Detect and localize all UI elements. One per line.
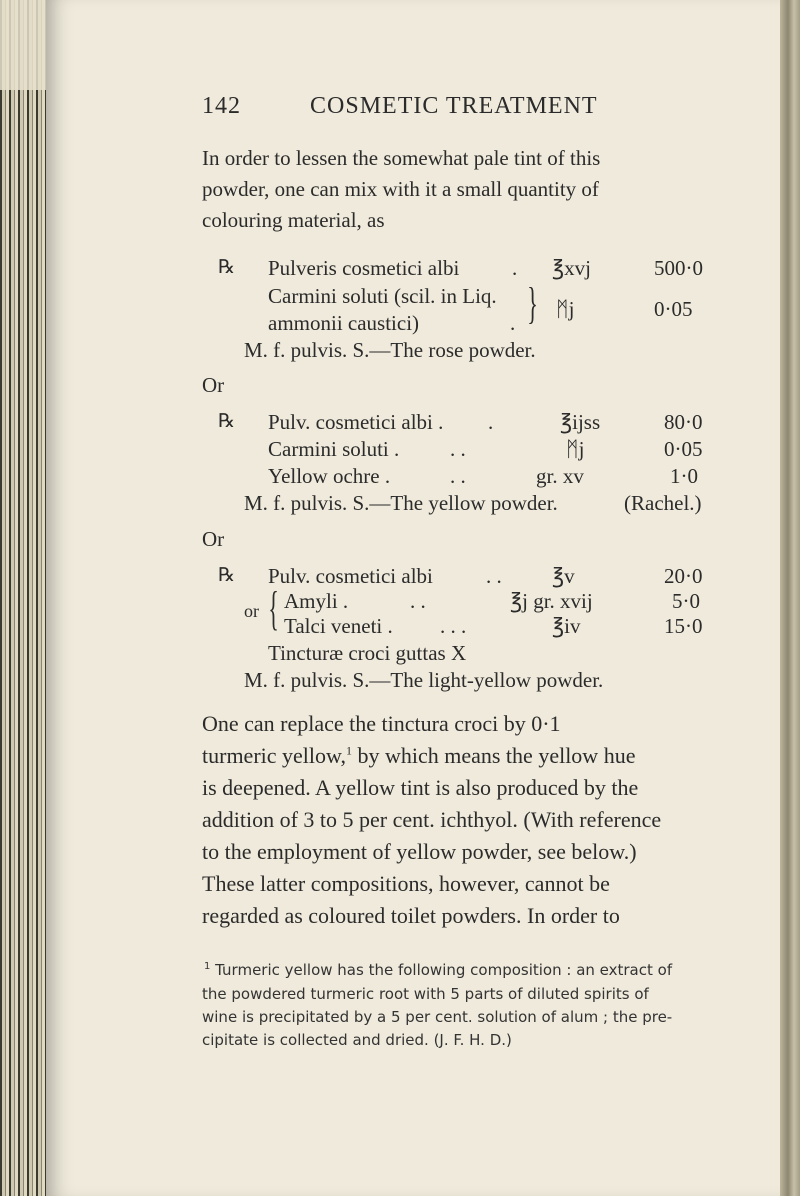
recipe2-dose-1: ℥ijss [560,410,601,434]
recipe2-direction: M. f. pulvis. S.—The yellow powder. [244,491,558,515]
recipe1-direction: M. f. pulvis. S.—The rose powder. [244,338,536,362]
recipe3-ingredient-1: Pulv. cosmetici albi [268,564,433,588]
brace-left: { [268,582,279,635]
running-title: COSMETIC TREATMENT [310,93,598,119]
recipe2-ingredient-1: Pulv. cosmetici albi . [268,410,444,434]
paragraph-line-2-end: by which means the yellow hue [357,743,636,768]
recipe3-dots-1: . . [486,564,502,588]
footnote-text-1: Turmeric yellow has the following composition : an extract of [215,961,673,979]
footnote-marker: 1 [204,961,211,972]
intro-line-2: powder, one can mix with it a small quantity of [202,177,599,201]
recipe-symbol: ℞ [218,410,236,432]
recipe3-tincture: Tincturæ croci guttas X [268,641,467,665]
recipe1-ingredient-1: Pulveris cosmetici albi [268,256,460,280]
recipe3-dots-talci: . . . [440,614,467,638]
recipe3-dose-1: ℥v [552,564,575,588]
recipe1-metric-1: 500·0 [654,256,703,280]
paragraph-line-2a [202,743,635,769]
recipe3-metric-talci: 15·0 [664,614,703,638]
page-number: 142 [202,93,241,119]
recipe2-dose-2: ᛗj [566,437,585,461]
recipe2-credit: (Rachel.) [624,491,702,515]
recipe3-dose-amyli: ℥j gr. xvij [510,589,593,613]
page-edge [780,0,800,1196]
footnote-line-3: wine is precipitated by a 5 per cent. solution of alum ; the pre- [202,1008,673,1026]
brace-right: } [527,279,538,328]
recipe2-ingredient-3: Yellow ochre . [268,464,391,488]
or-separator-2: Or [202,527,225,551]
paragraph-line-2-start: turmeric yellow, [202,743,346,768]
recipe3-ingredient-amyli: Amyli . [284,589,349,613]
paragraph-line-5: to the employment of yellow powder, see below.) [202,839,637,864]
recipe3-ingredient-talci: Talci veneti . [284,614,393,638]
recipe2-ingredient-2: Carmini soluti . [268,437,400,461]
recipe2-metric-2: 0·05 [664,437,703,461]
footnote-ref: 1 [345,743,352,758]
or-label: or [244,601,259,621]
recipe3-dose-talci: ℥iv [552,614,581,638]
recipe1-metric-2: 0·05 [654,297,693,321]
book-spine-edge [0,0,46,1196]
recipe2-metric-3: 1·0 [670,464,698,488]
recipe3-metric-1: 20·0 [664,564,703,588]
intro-line-3: colouring material, as [202,208,385,232]
recipe3-direction: M. f. pulvis. S.—The light-yellow powder. [244,668,604,692]
recipe1-dots-1: . [512,256,518,280]
recipe1-dose-2: ᛗj [556,297,575,321]
recipe-symbol: ℞ [218,564,236,586]
footnote-line-4: cipitate is collected and dried. (J. F. H. D.) [202,1031,512,1049]
recipe2-dose-3: gr. xv [536,464,584,488]
recipe2-dots-3: . . [450,464,466,488]
recipe1-ingredient-2b: ammonii caustici) [268,311,420,335]
paragraph-line-3: is deepened. A yellow tint is also produced by the [202,775,639,800]
or-separator-1: Or [202,373,225,397]
recipe1-ingredient-2a: Carmini soluti (scil. in Liq. [268,284,497,308]
recipe2-dots-1: . [488,410,494,434]
paragraph-line-6: These latter compositions, however, cannot be [202,871,610,896]
paragraph-line-4: addition of 3 to 5 per cent. ichthyol. (With reference [202,807,662,832]
paragraph-line-1: One can replace the tinctura croci by 0·1 [202,711,561,736]
book-spine-highlight [0,0,46,90]
footnote-line-1 [204,961,672,979]
paragraph-line-7: regarded as coloured toilet powders. In order to [202,903,620,928]
recipe1-dots-2: . [510,311,516,335]
recipe-symbol: ℞ [218,256,236,278]
recipe3-metric-amyli: 5·0 [672,589,700,613]
recipe3-dots-amyli: . . [410,589,426,613]
recipe2-metric-1: 80·0 [664,410,703,434]
recipe1-dose-1: ℥xvj [552,256,591,280]
footnote-line-2: the powdered turmeric root with 5 parts of diluted spirits of [202,985,649,1003]
intro-line-1: In order to lessen the somewhat pale tint of this [202,146,601,170]
recipe2-dots-2: . . [450,437,466,461]
